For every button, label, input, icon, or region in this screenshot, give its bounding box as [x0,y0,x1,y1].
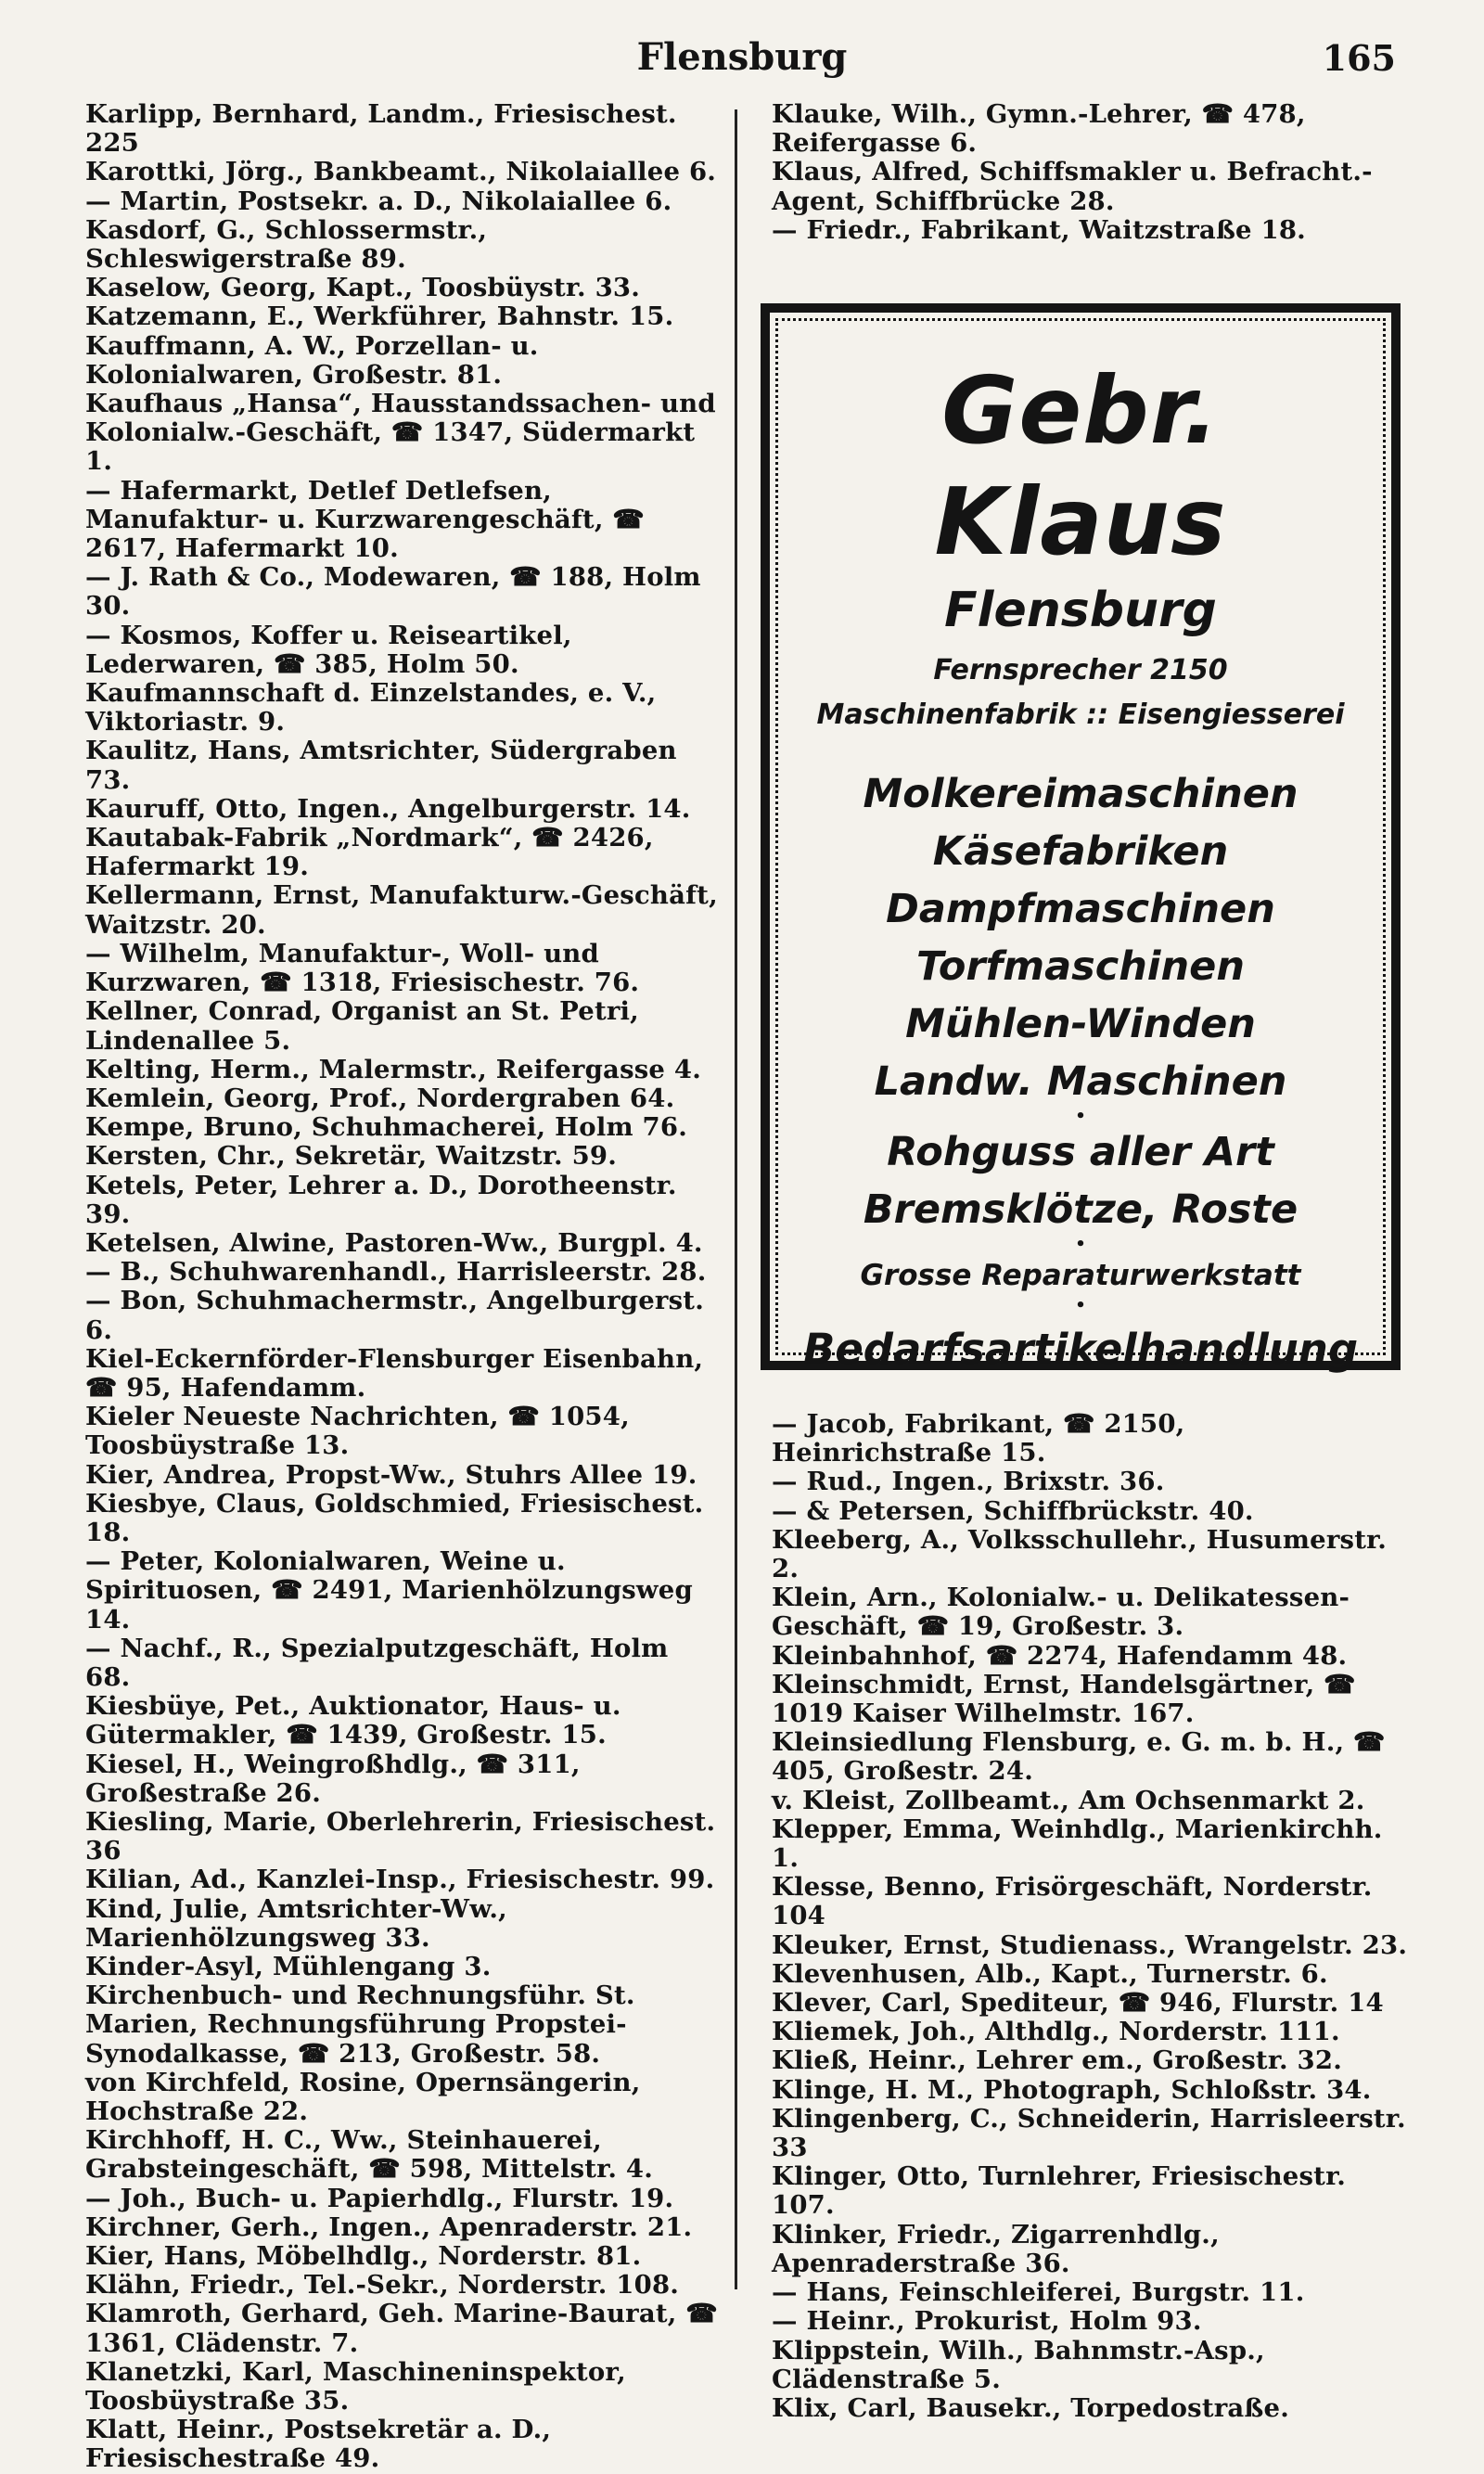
directory-entry-text: Kinder-Asyl, Mühlengang 3. [85,1952,492,1981]
directory-entry-text: — Nachf., R., Spezialputzgeschäft, Holm 68. [85,1633,669,1692]
directory-entry [772,1497,1412,1526]
ad-separator: • [1075,1107,1086,1126]
directory-entry-text: Kautabak-Fabrik „Nordmark“, ☎ 2426, Hafermarkt 19. [85,823,654,882]
directory-entry [772,100,1412,158]
directory-entry [85,1229,721,1258]
directory-entry [85,1547,721,1634]
directory-entry [85,1258,721,1287]
directory-entry [772,2105,1412,2162]
directory-entry [772,1671,1412,1728]
directory-entry [772,2046,1412,2075]
directory-entry [772,1989,1412,2018]
directory-entry [772,2278,1412,2307]
ad-product: Mühlen-Winden [905,1001,1256,1047]
directory-entry [85,1953,721,1981]
directory-entry-text: — Heinr., Prokurist, Holm 93. [772,2306,1202,2337]
directory-entry [85,332,721,390]
directory-entry-text: Klinger, Otto, Turnlehrer, Friesischestr. 107. [772,2161,1347,2221]
directory-entry-text: Klaus, Alfred, Schiffsmakler u. Befracht.-Agent, Schiffbrücke 28. [772,157,1373,216]
directory-entry-text: von Kirchfeld, Rosine, Opernsängerin, Hochstraße 22. [85,2067,641,2127]
directory-entry [85,1287,721,1344]
right-column-top [772,100,1412,245]
directory-entry-text: Klauke, Wilh., Gymn.-Lehrer, ☎ 478, Reifergasse 6. [772,99,1306,159]
directory-entry-text: Kiesbye, Claus, Goldschmied, Friesischest. 18. [85,1488,704,1547]
directory-entry [85,2185,721,2213]
directory-entry-text: Kiesbüye, Pet., Auktionator, Haus- u. Gütermakler, ☎ 1439, Großestr. 15. [85,1691,621,1750]
directory-entry [85,563,721,621]
directory-entry [85,737,721,794]
directory-entry-text: Kelting, Herm., Malermstr., Reifergasse 4. [85,1054,702,1084]
ad-separator: • [1075,1296,1086,1315]
directory-entry [772,216,1412,245]
directory-entry [772,2307,1412,2336]
directory-entry-text: Kirchenbuch- und Rechnungsführ. St. Marien, Rechnungsführung Propstei-Synodalkasse, ☎ 213, Großestr. 58. [85,1980,635,2069]
directory-entry-text: — Jacob, Fabrikant, ☎ 2150, Heinrichstraße 15. [772,1409,1185,1468]
directory-entry-text: Klepper, Emma, Weinhdlg., Marienkirchh. 1. [772,1814,1383,1874]
directory-entry-text: Karlipp, Bernhard, Landm., Friesischest. 225 [85,99,677,159]
directory-entry [772,1468,1412,1496]
directory-entry [85,2213,721,2242]
directory-entry [772,1873,1412,1930]
directory-entry-text: Kirchhoff, H. C., Ww., Steinhauerei, Grabsteingeschäft, ☎ 598, Mittelstr. 4. [85,2125,654,2185]
directory-entry [85,2069,721,2126]
directory-entry [772,2162,1412,2220]
directory-entry-text: — Peter, Kolonialwaren, Weine u. Spirituosen, ☎ 2491, Marienhölzungsweg 14. [85,1546,693,1634]
directory-entry [772,1815,1412,1873]
directory-entry [772,1583,1412,1641]
directory-entry [772,1931,1412,1960]
directory-entry-text: — Rud., Ingen., Brixstr. 36. [772,1467,1165,1497]
ad-product: Käsefabriken [932,828,1229,875]
directory-entry [85,1403,721,1460]
directory-entry [772,2337,1412,2394]
directory-entry-text: Kellermann, Ernst, Manufakturw.-Geschäft, Waitzstr. 20. [85,880,718,940]
directory-entry [85,1490,721,1547]
directory-entry-text: Kaulitz, Hans, Amtsrichter, Südergraben 73. [85,736,677,795]
directory-entry [772,1526,1412,1583]
ad-product-list [794,765,1367,1110]
directory-entry [85,940,721,997]
directory-entry-text: Kind, Julie, Amtsrichter-Ww., Marienhölzungsweg 33. [85,1893,507,1953]
directory-entry-text: Kließ, Heinr., Lehrer em., Großestr. 32. [772,2045,1342,2076]
ad-company-name: Gebr. Klaus [934,356,1227,576]
directory-entry-text: Klix, Carl, Bausekr., Torpedostraße. [772,2392,1289,2423]
directory-entry [85,100,721,158]
directory-entry-text: Klesse, Benno, Frisörgeschäft, Norderstr. 104 [772,1872,1373,1931]
directory-entry-text: — Martin, Postsekr. a. D., Nikolaiallee 6. [85,186,672,216]
directory-entry [85,1345,721,1403]
directory-entry-text: Kleuker, Ernst, Studienass., Wrangelstr. 23. [772,1929,1408,1960]
directory-entry [85,679,721,737]
advertisement [761,303,1401,1374]
left-column [85,100,721,2474]
directory-entry [85,881,721,939]
directory-entry [85,1634,721,1692]
directory-entry-text: Klinker, Friedr., Zigarrenhdlg., Apenraderstraße 36. [772,2219,1220,2278]
directory-entry-text: Kellner, Conrad, Organist an St. Petri, Lindenallee 5. [85,996,639,1056]
directory-entry [85,187,721,216]
directory-entry-text: — J. Rath & Co., Modewaren, ☎ 188, Holm 30. [85,562,701,622]
page-number: 165 [1322,37,1396,79]
ad-product: Molkereimaschinen [863,771,1298,817]
directory-entry-text: Kasdorf, G., Schlossermstr., Schleswigerstraße 89. [85,214,488,275]
directory-entry [85,824,721,881]
directory-entry-text: Klevenhusen, Alb., Kapt., Turnerstr. 6. [772,1958,1328,1989]
directory-entry-text: Kiesel, H., Weingroßhdlg., ☎ 311, Großestraße 26. [85,1749,581,1808]
directory-entry-text: — Wilhelm, Manufaktur-, Woll- und Kurzwaren, ☎ 1318, Friesischestr. 76. [85,938,640,998]
directory-entry-text: Klinge, H. M., Photograph, Schloßstr. 34. [772,2074,1372,2105]
directory-entry-text: Kleeberg, A., Volksschullehr., Husumerstr. 2. [772,1524,1388,1584]
directory-entry [85,1981,721,2069]
directory-entry [772,2221,1412,2278]
directory-entry-text: Kirchner, Gerh., Ingen., Apenraderstr. 21. [85,2211,693,2242]
ad-castings: Rohguss aller Art [887,1129,1274,1175]
directory-entry-text: Klamroth, Gerhard, Geh. Marine-Baurat, ☎ 1361, Clädenstr. 7. [85,2299,718,2358]
directory-entry-text: Klein, Arn., Kolonialw.- u. Delikatessen-Geschäft, ☎ 19, Großestr. 3. [772,1583,1350,1642]
directory-entry [85,2126,721,2184]
directory-entry [85,1172,721,1229]
directory-entry [85,1808,721,1865]
directory-entry [85,1692,721,1750]
directory-entry [772,1787,1412,1815]
directory-entry-text: Kersten, Chr., Sekretär, Waitzstr. 59. [85,1141,618,1172]
directory-entry [85,795,721,824]
directory-entry-text: Kier, Hans, Möbelhdlg., Norderstr. 81. [85,2241,642,2272]
directory-entry [772,2018,1412,2046]
directory-entry [85,1056,721,1084]
directory-entry [85,1895,721,1953]
directory-entry-text: — & Petersen, Schiffbrückstr. 40. [772,1495,1254,1526]
directory-entry-text: Klanetzki, Karl, Maschineninspektor, Toosbüystraße 35. [85,2356,626,2416]
directory-entry [772,158,1412,215]
directory-entry-text: Kieler Neueste Nachrichten, ☎ 1054, Toosbüystraße 13. [85,1402,630,1461]
directory-entry [772,1960,1412,1989]
directory-entry-text: Kier, Andrea, Propst-Ww., Stuhrs Allee 19. [85,1459,697,1490]
column-divider [735,109,737,2289]
directory-entry [772,1728,1412,1786]
directory-entry-text: Kliemek, Joh., Althdlg., Norderstr. 111. [772,2017,1340,2047]
directory-entry [85,1461,721,1490]
directory-entry [85,2300,721,2357]
directory-entry-text: Klever, Carl, Spediteur, ☎ 946, Flurstr. 14 [772,1988,1384,2019]
directory-entry-text: Katzemann, E., Werkführer, Bahnstr. 15. [85,301,674,332]
ad-brakes: Bremsklötze, Roste [863,1186,1298,1233]
directory-entry-text: Kaufmannschaft d. Einzelstandes, e. V., Viktoriastr. 9. [85,678,657,737]
directory-entry [85,158,721,186]
directory-entry [85,216,721,274]
directory-entry [85,1750,721,1808]
page-title: Flensburg [636,35,848,79]
directory-entry [85,302,721,331]
directory-entry [85,2416,721,2473]
directory-entry-text: Klähn, Friedr., Tel.-Sekr., Norderstr. 108. [85,2270,680,2301]
ad-service: Grosse Reparaturwerkstatt [860,1259,1301,1292]
ad-product: Dampfmaschinen [886,886,1275,932]
directory-entry-text: Kaselow, Georg, Kapt., Toosbüystr. 33. [85,273,641,303]
directory-entry-text: v. Kleist, Zollbeamt., Am Ochsenmarkt 2. [772,1785,1365,1815]
directory-entry-text: Ketelsen, Alwine, Pastoren-Ww., Burgpl. 4. [85,1227,703,1258]
ad-separator: • [1075,1235,1086,1254]
directory-entry-text: Kleinsiedlung Flensburg, e. G. m. b. H., ☎ 405, Großestr. 24. [772,1727,1386,1787]
directory-entry [85,477,721,564]
directory-entry-text: Kauffmann, A. W., Porzellan- u. Kolonialwaren, Großestr. 81. [85,330,539,390]
directory-entry-text: — Hans, Feinschleiferei, Burgstr. 11. [772,2277,1305,2308]
ad-business-type: Maschinenfabrik :: Eisengiesserei [816,699,1345,731]
directory-entry-text: Kiel-Eckernförder-Flensburger Eisenbahn, ☎ 95, Hafendamm. [85,1343,704,1403]
directory-entry-text: Klingenberg, C., Schneiderin, Harrisleerstr. 33 [772,2103,1406,2163]
directory-entry [85,274,721,302]
directory-entry-text: — Bon, Schuhmachermstr., Angelburgerst. 6. [85,1286,704,1345]
directory-entry [772,2076,1412,2105]
directory-entry-text: Ketels, Peter, Lehrer a. D., Dorotheenstr. 39. [85,1170,677,1229]
right-column-bottom [772,1410,1412,2423]
directory-entry [85,997,721,1055]
ad-city: Flensburg [944,583,1217,638]
directory-entry [772,1410,1412,1468]
directory-entry-text: Klippstein, Wilh., Bahnmstr.-Asp., Clädenstraße 5. [772,2335,1265,2394]
directory-entry-text: Kleinbahnhof, ☎ 2274, Hafendamm 48. [772,1640,1348,1671]
directory-entry-text: — Kosmos, Koffer u. Reiseartikel, Lederwaren, ☎ 385, Holm 50. [85,620,572,679]
ad-product: Landw. Maschinen [874,1058,1287,1105]
directory-entry-text: — Joh., Buch- u. Papierhdlg., Flurstr. 19. [85,2183,674,2213]
directory-entry [85,2271,721,2300]
directory-entry [85,1142,721,1171]
directory-entry-text: Kaufhaus „Hansa“, Hausstandssachen- und Kolonialw.-Geschäft, ☎ 1347, Südermarkt 1. [85,389,716,477]
directory-entry [85,1113,721,1142]
directory-entry [85,390,721,477]
directory-entry-text: Kiesling, Marie, Oberlehrerin, Friesischest. 36 [85,1806,716,1866]
ad-product: Torfmaschinen [916,943,1245,990]
directory-entry [85,622,721,679]
directory-entry-text: Kauruff, Otto, Ingen., Angelburgerstr. 14. [85,793,691,824]
directory-entry-text: Kemlein, Georg, Prof., Nordergraben 64. [85,1083,675,1113]
directory-entry-text: — Hafermarkt, Detlef Detlefsen, Manufaktur- u. Kurzwarengeschäft, ☎ 2617, Hafermarkt 10. [85,475,645,564]
directory-entry-text: — Friedr., Fabrikant, Waitzstraße 18. [772,214,1306,245]
directory-entry [772,1642,1412,1671]
directory-entry [85,2358,721,2416]
ad-supplies: Bedarfsartikelhandlung [802,1325,1359,1374]
directory-entry-text: Kleinschmidt, Ernst, Handelsgärtner, ☎ 1019 Kaiser Wilhelmstr. 167. [772,1669,1356,1729]
directory-entry [772,2394,1412,2423]
directory-entry-text: Karottki, Jörg., Bankbeamt., Nikolaiallee 6. [85,157,717,187]
directory-entry [85,2242,721,2271]
directory-entry [85,1084,721,1113]
directory-entry-text: Kilian, Ad., Kanzlei-Insp., Friesischestr. 99. [85,1865,715,1895]
directory-entry-text: — B., Schuhwarenhandl., Harrisleerstr. 28. [85,1257,707,1288]
directory-entry-text: Kempe, Bruno, Schuhmacherei, Holm 76. [85,1112,687,1143]
directory-entry-text: Klatt, Heinr., Postsekretär a. D., Friesischestraße 49. [85,2415,552,2474]
ad-phone: Fernsprecher 2150 [933,654,1228,686]
directory-entry [85,1865,721,1894]
